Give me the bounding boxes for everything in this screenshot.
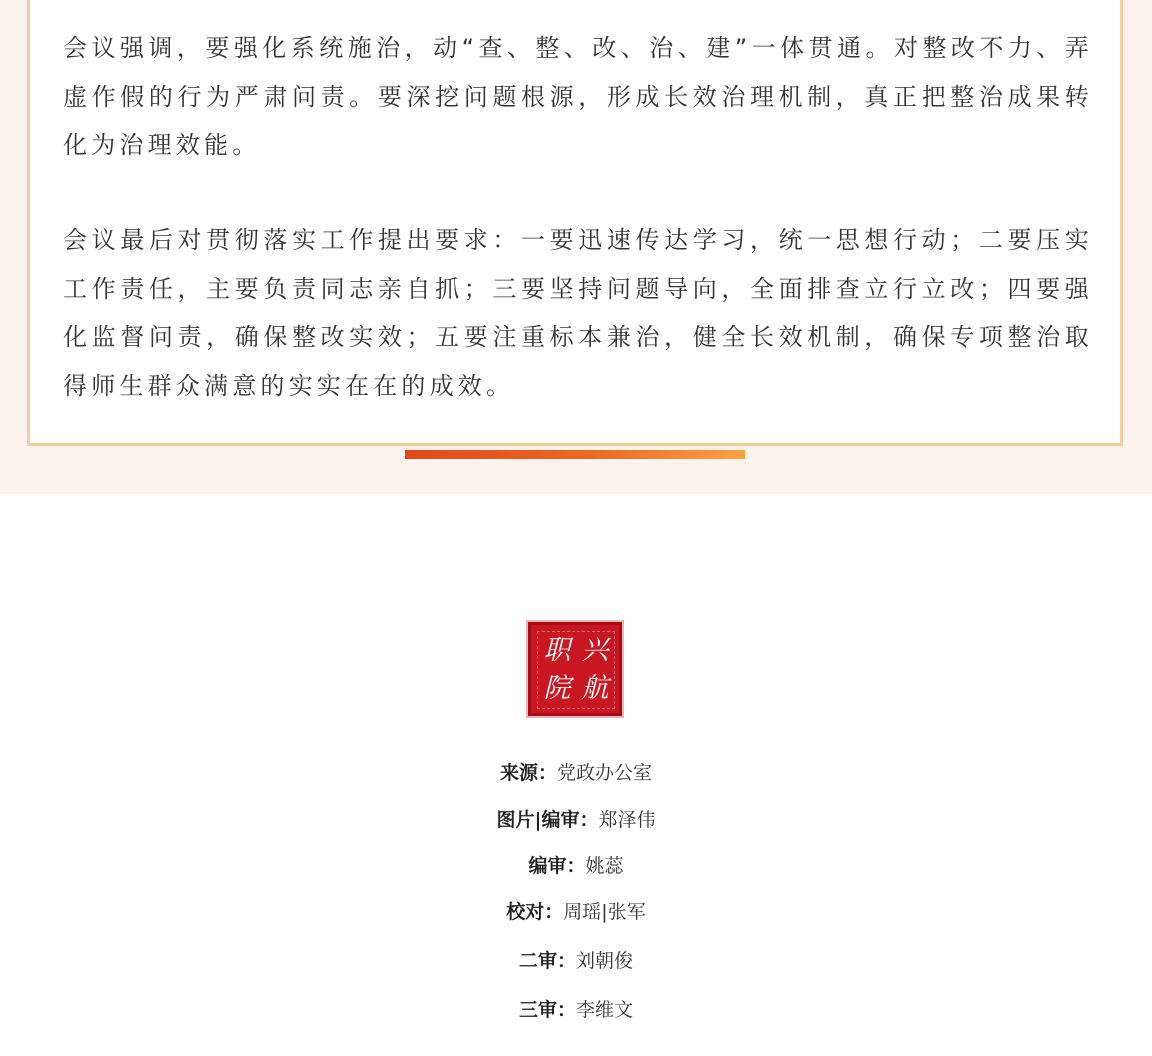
- credit-value: 郑泽伟: [598, 809, 656, 831]
- seal-char: 航: [581, 673, 609, 704]
- seal-char: 职: [543, 635, 571, 666]
- seal-char: 院: [543, 673, 571, 704]
- seal-char: 兴: [581, 635, 609, 666]
- article-paragraph-1: 会议强调，要强化系统施治，动“查、整、改、治、建”一体贯通。对整改不力、弄虚作假的行为严肃问责。要深挖问题根源，形成长效治理机制，真正把整治成果转化为治理效能。: [63, 34, 1093, 159]
- credit-proofreader: [0, 897, 1152, 927]
- credit-label: 编审：: [528, 855, 586, 877]
- article-band: [0, 0, 1152, 494]
- credit-value: 李维文: [576, 999, 634, 1021]
- credit-value: 周瑶|张军: [563, 901, 646, 923]
- credit-label: 校对：: [506, 901, 564, 923]
- seal-inner-frame: [537, 631, 615, 709]
- article-card: [27, 0, 1123, 446]
- credit-editor: [0, 851, 1152, 881]
- credit-value: 党政办公室: [557, 762, 653, 784]
- credit-photo-editor: [0, 805, 1152, 835]
- credit-value: 刘朝俊: [576, 950, 634, 972]
- credit-label: 三审：: [518, 999, 576, 1021]
- credit-value: 姚蕊: [585, 855, 624, 877]
- credit-label: 图片|编审：: [496, 809, 599, 831]
- article-paragraph-2: 会议最后对贯彻落实工作提出要求：一要迅速传达学习，统一思想行动；二要压实工作责任，主要负责同志亲自抓；三要坚持问题导向，全面排查立行立改；四要强化监督问责，确保整改实效；五要注重标本兼治，健全长效机制，确保专项整治取得师生群众满意的实实在在的成效。: [63, 226, 1093, 400]
- credit-third-review: [0, 995, 1152, 1025]
- accent-divider: [405, 450, 745, 459]
- credit-source: [0, 758, 1152, 788]
- credit-second-review: [0, 946, 1152, 976]
- credit-label: 来源：: [499, 762, 557, 784]
- college-seal-logo: [528, 622, 622, 716]
- credit-label: 二审：: [518, 950, 576, 972]
